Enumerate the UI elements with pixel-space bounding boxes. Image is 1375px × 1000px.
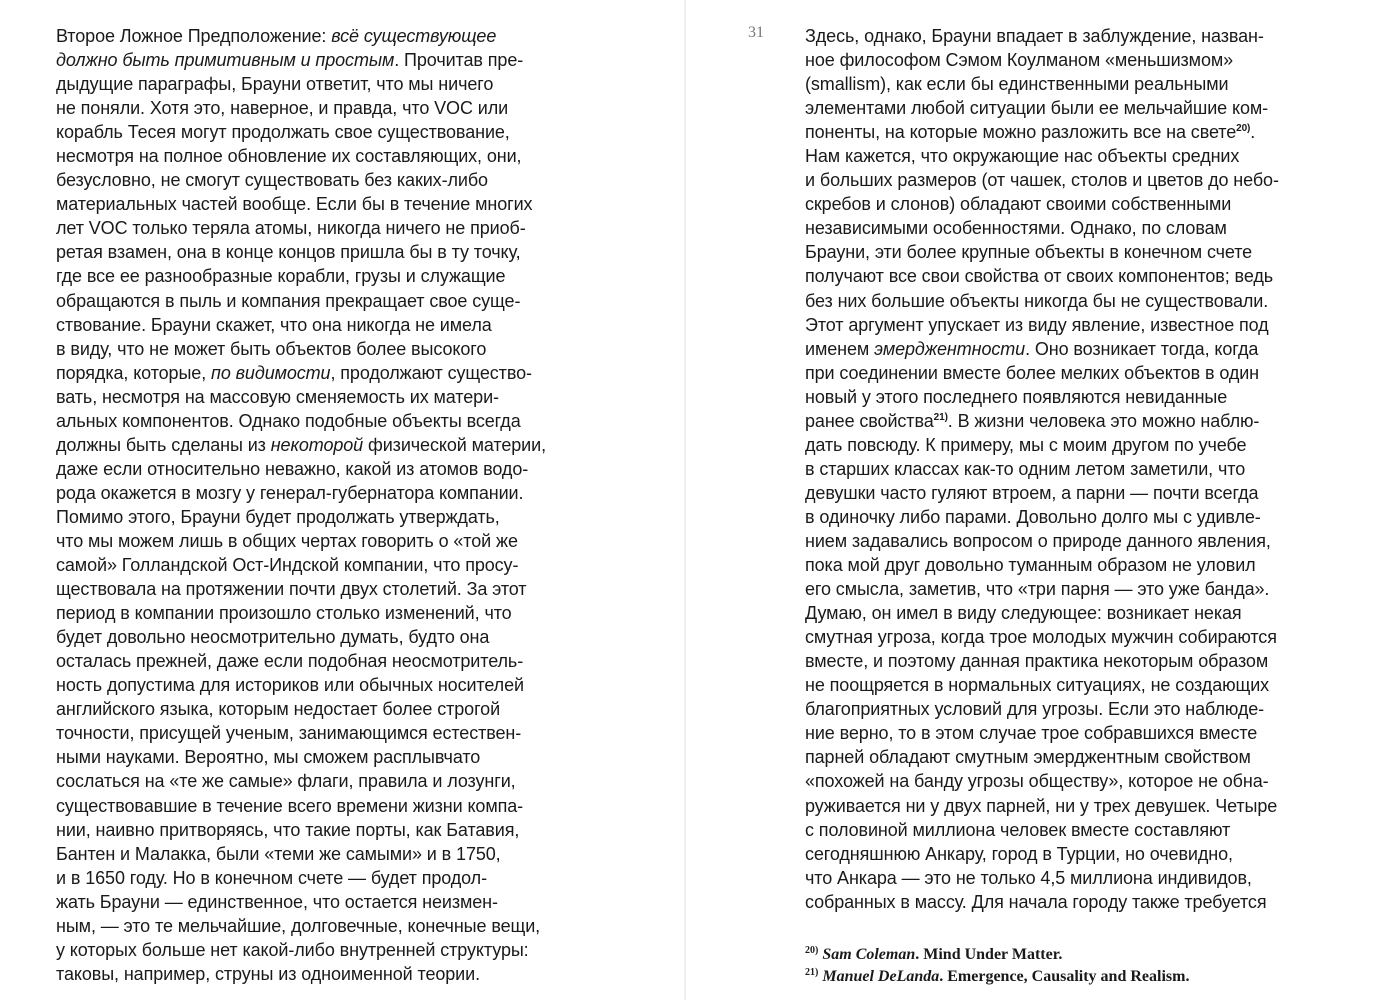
text-segment: даже если относительно неважно, какой из атомов водо-	[56, 458, 529, 479]
text-line	[56, 168, 616, 192]
right-page	[688, 0, 1375, 1000]
text-segment: . В жизни человека это можно наблю-	[947, 410, 1260, 431]
text-segment: несмотря на полное обновление их составляющих, они,	[56, 146, 522, 167]
text-line	[56, 553, 616, 577]
text-line	[805, 409, 1365, 433]
text-line	[56, 649, 616, 673]
italic-text: по видимости	[211, 362, 331, 383]
text-segment: дыдущие параграфы, Брауни ответит, что мы ничего	[56, 74, 494, 95]
text-line	[805, 601, 1365, 625]
footnote-title: Emergence, Causality and Realism.	[947, 968, 1190, 985]
italic-text: всё существующее	[331, 26, 497, 46]
footnote-item: $^{21)}$ Manuel DeLanda. Emergence, Causality and Realism.	[805, 967, 1190, 985]
text-segment: Здесь, однако, Брауни впадает в заблуждение, назван-	[805, 26, 1264, 46]
text-segment: ное философом Сэмом Коулманом «меньшизмом»	[805, 50, 1234, 71]
text-segment: смутная угроза, когда трое молодых мужчин собираются	[805, 627, 1277, 648]
text-line	[805, 457, 1365, 481]
text-segment: парней обладают смутным эмерджентным свойством	[805, 747, 1251, 768]
text-segment: в одиночку либо парами. Довольно долго мы с удивле-	[805, 506, 1261, 527]
footnote-mark: 20)	[805, 945, 819, 956]
text-line	[805, 794, 1365, 818]
text-segment: осталась прежней, даже если подобная неосмотритель-	[56, 651, 524, 672]
text-segment: в виду, что не может быть объектов более высокого	[56, 338, 487, 359]
text-segment: материальных частей вообще. Если бы в течение многих	[56, 194, 533, 215]
book-gutter	[684, 0, 686, 1000]
text-line	[805, 120, 1365, 144]
text-segment: Думаю, он имел в виду следующее: возникает некая	[805, 603, 1242, 624]
text-line	[56, 890, 616, 914]
text-segment: именем	[805, 338, 875, 359]
text-line	[56, 264, 616, 288]
text-segment: дать повсюду. К примеру, мы с моим другом по учебе	[805, 434, 1247, 455]
text-segment: лет VOC только теряла атомы, никогда ничего не приоб-	[56, 218, 526, 239]
footnote-title: Mind Under Matter.	[923, 946, 1063, 963]
footnote-author: Sam Coleman	[822, 946, 916, 963]
text-segment: что мы можем лишь в общих чертах говорить о «той же	[56, 530, 518, 551]
footnotes	[805, 944, 1365, 988]
text-segment: Этот аргумент упускает из виду явление, известное под	[805, 314, 1269, 335]
text-segment: будет довольно неосмотрительно думать, будто она	[56, 627, 490, 648]
text-line	[805, 24, 1365, 48]
text-segment: . Оно возникает тогда, когда	[1025, 338, 1259, 359]
text-line	[805, 144, 1365, 168]
text-segment: скребов и слонов) обладают своими собственными	[805, 194, 1232, 215]
text-segment: .	[1250, 122, 1256, 143]
text-segment: «похожей на банду угрозы обществу», которое не обна-	[805, 771, 1269, 792]
text-segment: жать Брауни — единственное, что остается неизмен-	[56, 891, 498, 912]
right-body-text	[805, 24, 1365, 914]
text-segment: ными науками. Вероятно, мы сможем расплывчато	[56, 747, 481, 768]
left-page	[0, 0, 680, 1000]
text-line	[56, 361, 616, 385]
text-segment: ность допустима для историков или обычных носителей	[56, 675, 524, 696]
text-segment: ние верно, то в этом случае трое собравшихся вместе	[805, 723, 1258, 744]
text-line	[56, 48, 616, 72]
text-line	[805, 313, 1365, 337]
text-line	[805, 818, 1365, 842]
text-line	[805, 240, 1365, 264]
text-segment: что Анкара — это не только 4,5 миллиона индивидов,	[805, 867, 1252, 888]
text-line	[56, 842, 616, 866]
text-line	[56, 721, 616, 745]
text-segment: Бантен и Малакка, были «теми же самыми» и в 1750,	[56, 843, 501, 864]
text-line	[805, 649, 1365, 673]
text-segment: с половиной миллиона человек вместе составляют	[805, 819, 1231, 840]
italic-text: эмерджентности	[874, 338, 1026, 359]
text-segment: при соединении вместе более мелких объектов в один	[805, 362, 1260, 383]
text-line	[805, 890, 1365, 914]
text-segment: у которых больше нет какой-либо внутренней структуры:	[56, 939, 529, 960]
text-line	[805, 385, 1365, 409]
text-line	[56, 96, 616, 120]
text-segment: рода окажется в мозгу у генерал-губернатора компании.	[56, 482, 524, 503]
text-segment: пока мой друг довольно туманным образом не уловил	[805, 555, 1256, 576]
text-line	[805, 433, 1365, 457]
text-line	[56, 433, 616, 457]
text-line	[805, 577, 1365, 601]
text-segment: таковы, например, струны из одноименной теории.	[56, 963, 480, 984]
text-line	[56, 866, 616, 890]
text-line	[56, 289, 616, 313]
text-line	[56, 240, 616, 264]
text-segment: в старших классах как-то одним летом заметили, что	[805, 458, 1246, 479]
text-segment: , продолжают существо-	[330, 362, 532, 383]
text-line	[805, 264, 1365, 288]
text-segment: и в 1650 году. Но в конечном счете — будет продол-	[56, 867, 487, 888]
text-line	[805, 673, 1365, 697]
text-segment: руживается ни у двух парней, ни у трех девушек. Четыре	[805, 795, 1278, 816]
text-segment: не поняли. Хотя это, наверное, и правда, что VOC или	[56, 98, 509, 119]
text-line	[805, 769, 1365, 793]
text-segment: (smallism), как если бы единственными реальными	[805, 74, 1229, 95]
text-segment: корабль Тесея могут продолжать свое существование,	[56, 122, 510, 143]
text-segment: ранее свойства	[805, 410, 934, 431]
text-segment: период в компании произошло столько изменений, что	[56, 603, 512, 624]
text-segment: нии, наивно притворяясь, что такие порты, как Батавия,	[56, 819, 520, 840]
text-line	[56, 409, 616, 433]
text-segment: получают все свои свойства от своих компонентов; ведь	[805, 266, 1274, 287]
text-line	[56, 24, 616, 48]
text-line	[805, 289, 1365, 313]
text-line	[56, 192, 616, 216]
text-line	[805, 866, 1365, 890]
text-line	[56, 697, 616, 721]
text-line	[56, 914, 616, 938]
text-line	[805, 842, 1365, 866]
text-line	[56, 794, 616, 818]
text-line	[805, 337, 1365, 361]
text-line	[56, 505, 616, 529]
footnote-ref: 20)	[1236, 123, 1251, 135]
text-segment: физической материи,	[363, 434, 546, 455]
text-line	[56, 818, 616, 842]
text-line	[56, 313, 616, 337]
text-segment: обращаются в пыль и компания прекращает свое суще-	[56, 290, 521, 311]
text-line	[56, 769, 616, 793]
footnote-author: Manuel DeLanda	[822, 968, 940, 985]
text-line	[56, 745, 616, 769]
text-segment: альных компонентов. Однако подобные объекты всегда	[56, 410, 521, 431]
text-segment: где все ее разнообразные корабли, грузы и служащие	[56, 266, 506, 287]
text-segment: без них большие объекты никогда бы не существовали.	[805, 290, 1269, 311]
text-segment: новый у этого последнего появляются невиданные	[805, 386, 1228, 407]
text-segment: ствование. Брауни скажет, что она никогда не имела	[56, 314, 492, 335]
text-segment: поненты, на которые можно разложить все на свете	[805, 122, 1237, 143]
text-segment: элементами любой ситуации были ее мельчайшие ком-	[805, 98, 1269, 119]
text-line	[56, 938, 616, 962]
text-line	[56, 601, 616, 625]
text-segment: Помимо этого, Брауни будет продолжать утверждать,	[56, 506, 500, 527]
text-line	[56, 457, 616, 481]
text-segment: его смысла, заметив, что «три парня — это уже банда».	[805, 579, 1270, 600]
text-line	[56, 216, 616, 240]
text-line	[56, 144, 616, 168]
text-segment: девушки часто гуляют втроем, а парни — почти всегда	[805, 482, 1259, 503]
text-line	[805, 505, 1365, 529]
text-segment: должны быть сделаны из	[56, 434, 271, 455]
text-line	[56, 72, 616, 96]
text-line	[805, 625, 1365, 649]
text-line	[56, 577, 616, 601]
text-line	[805, 361, 1365, 385]
text-line	[805, 697, 1365, 721]
text-segment: и больших размеров (от чашек, столов и цветов до небо-	[805, 170, 1279, 191]
text-segment: нием задавались вопросом о природе данного явления,	[805, 530, 1271, 551]
text-segment: Второе Ложное Предположение:	[56, 26, 332, 46]
text-line	[56, 529, 616, 553]
text-segment: порядка, которые,	[56, 362, 212, 383]
text-segment: точности, присущей ученым, занимающимся естествен-	[56, 723, 522, 744]
text-line	[56, 120, 616, 144]
text-segment: не поощряется в нормальных ситуациях, не создающих	[805, 675, 1270, 696]
text-segment: безусловно, не смогут существовать без каких-либо	[56, 170, 488, 191]
text-segment: сослаться на «те же самые» флаги, правила и лозунги,	[56, 771, 516, 792]
text-line	[56, 481, 616, 505]
footnote-mark: 21)	[805, 967, 819, 978]
text-line	[56, 673, 616, 697]
text-line	[56, 625, 616, 649]
footnote-ref: 21)	[933, 411, 948, 423]
text-segment: собранных в массу. Для начала городу также требуется	[805, 891, 1267, 912]
text-line	[56, 385, 616, 409]
text-segment: Брауни, эти более крупные объекты в конечном счете	[805, 242, 1253, 263]
text-line	[56, 337, 616, 361]
text-segment: ществовала на протяжении почти двух столетий. За этот	[56, 579, 527, 600]
text-segment: . Прочитав пре-	[394, 50, 524, 71]
text-segment: Нам кажется, что окружающие нас объекты средних	[805, 146, 1240, 167]
text-line	[56, 962, 616, 986]
text-line	[805, 529, 1365, 553]
text-line	[805, 481, 1365, 505]
text-line	[805, 72, 1365, 96]
text-line	[805, 216, 1365, 240]
text-line	[805, 192, 1365, 216]
footnote-item: $^{20)}$ Sam Coleman. Mind Under Matter.	[805, 945, 1063, 963]
text-segment: благоприятных условий для угрозы. Если это наблюде-	[805, 699, 1265, 720]
text-segment: ным, — это те мельчайшие, долговечные, конечные вещи,	[56, 915, 541, 936]
text-segment: существовавшие в течение всего времени жизни компа-	[56, 795, 524, 816]
text-line	[805, 48, 1365, 72]
text-line	[805, 553, 1365, 577]
text-segment: ретая взамен, она в конце концов пришла бы в ту точку,	[56, 242, 521, 263]
text-segment: сегодняшнюю Анкару, город в Турции, но очевидно,	[805, 843, 1233, 864]
italic-text: должно быть примитивным и простым	[56, 50, 395, 71]
left-body-text	[56, 24, 616, 986]
text-segment: вать, несмотря на массовую сменяемость их матери-	[56, 386, 499, 407]
page-number: 31	[748, 24, 764, 41]
text-line	[805, 745, 1365, 769]
italic-text: некоторой	[270, 434, 364, 455]
text-segment: самой» Голландской Ост-Индской компании, что просу-	[56, 555, 519, 576]
text-segment: независимыми особенностями. Однако, по словам	[805, 218, 1227, 239]
text-segment: вместе, и поэтому данная практика некоторым образом	[805, 651, 1269, 672]
text-line	[805, 168, 1365, 192]
text-line	[805, 96, 1365, 120]
text-segment: английского языка, которым недостает более строгой	[56, 699, 501, 720]
text-line	[805, 721, 1365, 745]
